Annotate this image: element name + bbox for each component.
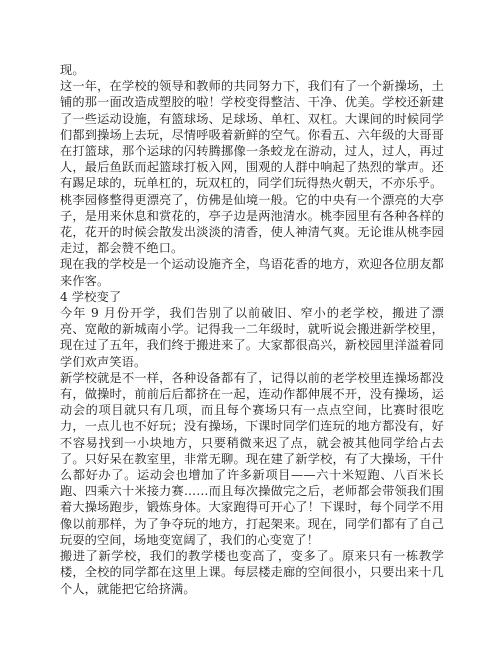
paragraph-conclusion: 现在我的学校是一个运动设施齐全，鸟语花香的地方，欢迎各位朋友都来作客。	[60, 257, 444, 288]
document-page	[60, 62, 444, 597]
paragraph-moving: 今年 9 月份开学，我们告别了以前破旧、窄小的老学校，搬进了漂亮、宽敞的新城南小学。记得我一二年级时，就听说会搬进新学校里，现在过了五年，我们终于搬进来了。大家都很高兴，新校园里洋溢着同学们欢声笑语。	[60, 306, 444, 369]
paragraph-continuation: 现。	[60, 63, 85, 77]
paragraph-teaching-building: 搬进了新学校，我们的教学楼也变高了，变多了。原来只有一栋教学楼，全校的同学都在这里上课。每层楼走廊的空间很小，只要出来十几个人，就能把它给挤满。	[60, 549, 444, 596]
paragraph-new-playground: 这一年，在学校的领导和教师的共同努力下，我们有了一个新操场，土铺的那一面改造成塑胶的啦！学校变得整洁、干净、优美。学校还新建了一些运动设施，有篮球场、足球场、单杠、双杠。大课间的时候同学们都到操场上去玩，尽情呼吸着新鲜的空气。你看五、六年级的大哥哥在打篮球，那个运球的闪转腾挪像一条蛟龙在游动，过人，过人，再过人，最后鱼跃而起篮球打板入网，围观的人群中响起了热烈的掌声。还有踢足球的，玩单杠的，玩双杠的，同学们玩得热火朝天，不亦乐乎。	[60, 79, 444, 191]
paragraph-taoli-garden: 桃李园修整得更漂亮了，仿佛是仙境一般。它的中央有一个漂亮的大亭子，是用来休息和赏花的，亭子边是两池清水。桃李园里有各种各样的花，花开的时候会散发出淡淡的清香，使人神清气爽。无论谁从桃李园走过，都会赞不绝口。	[60, 192, 444, 256]
paragraph-new-school: 新学校就是不一样，各种设备都有了，记得以前的老学校里连操场都没有，做操时，前前后后都挤在一起，连动作都伸展不开，没有操场，运动会的项目就只有几项，而且每个赛场只有一点点空间，比赛时很吃力，一点儿也不好玩；没有操场，下课时同学们连玩的地方都没有，好不容易找到一小块地方，只要稍微来迟了点，就会被其他同学给占去了。只好呆在教室里，非常无聊。现在建了新学校，有了大操场，干什么都好办了。运动会也增加了许多新项目——六十米短跑、八百米长跑、四乘六十米接力赛……而且每次操做完之后，老师都会带领我们围着大操场跑步，锻炼身体。大家跑得可开心了！下课时，每个同学不用像以前那样，为了争夺玩的地方，打起架来。现在，同学们都有了自己玩耍的空间，场地变宽阔了，我们的心变宽了！	[60, 370, 444, 547]
section-heading: 4 学校变了	[60, 289, 122, 304]
